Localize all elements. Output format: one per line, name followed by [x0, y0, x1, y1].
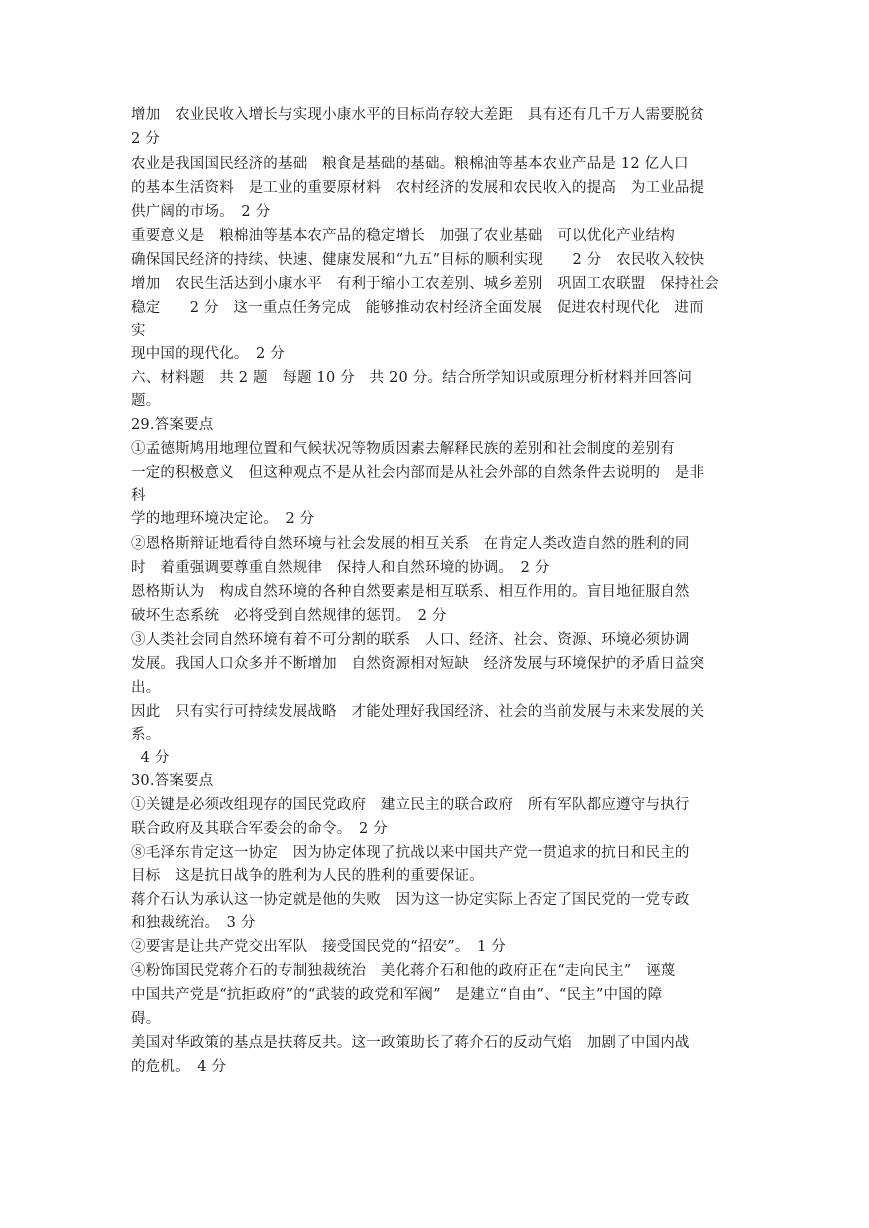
- text-line: 联合政府及其联合军委会的命令。 2 分: [131, 821, 388, 837]
- text-line: 供广阔的市场。 2 分: [131, 204, 271, 220]
- text-line: ②恩格斯辩证地看待自然环境与社会发展的相互关系 在肯定人类改造自然的胜利的同: [131, 536, 690, 552]
- text-line: 发展。我国人口众多并不断增加 自然资源相对短缺 经济发展与环境保护的矛盾日益突: [131, 656, 705, 672]
- section-heading: 29.答案要点: [131, 417, 214, 433]
- text-line: ②要害是让共产党交出军队 接受国民党的“招安”。 1 分: [131, 939, 507, 955]
- text-line: 的危机。 4 分: [131, 1059, 227, 1075]
- text-line: 因此 只有实行可持续发展战略 才能处理好我国经济、社会的当前发展与未来发展的关: [131, 704, 705, 720]
- text-line: 出。: [131, 680, 161, 696]
- text-line: 重要意义是 粮棉油等基本农产品的稳定增长 加强了农业基础 可以优化产业结构: [131, 228, 675, 244]
- text-line: 确保国民经济的持续、快速、健康发展和“九五”目标的顺利实现 2 分 农民收入较快: [131, 252, 705, 268]
- text-line: 一定的积极意义 但这种观点不是从社会内部而是从社会外部的自然条件去说明的 是非: [131, 465, 705, 481]
- text-line: 增加 农民生活达到小康水平 有利于缩小工农差别、城乡差别 巩固工农联盟 保持社会: [131, 276, 719, 292]
- text-line: 的基本生活资料 是工业的重要原材料 农村经济的发展和农民收入的提高 为工业品提: [131, 180, 705, 196]
- text-line: 破坏生态系统 必将受到自然规律的惩罚。 2 分: [131, 608, 447, 624]
- text-line: 稳定 2 分 这一重点任务完成 能够推动农村经济全面发展 促进农村现代化 进而: [131, 300, 704, 316]
- text-line: ①关键是必须改组现存的国民党政府 建立民主的联合政府 所有军队都应遵守与执行: [131, 797, 690, 813]
- text-line: ①孟德斯鸠用地理位置和气候状况等物质因素去解释民族的差别和社会制度的差别有: [131, 441, 675, 457]
- text-line: 系。: [131, 727, 161, 743]
- text-line: 农业是我国国民经济的基础 粮食是基础的基础。粮棉油等基本农业产品是 12 亿人口: [131, 156, 689, 172]
- text-line: 2 分: [131, 131, 160, 147]
- text-line: 现中国的现代化。 2 分: [131, 346, 285, 362]
- text-line: 六、材料题 共 2 题 每题 10 分 共 20 分。结合所学知识或原理分析材料并回答问: [131, 370, 693, 386]
- section-heading: 30.答案要点: [131, 773, 214, 789]
- text-line: ③人类社会同自然环境有着不可分割的联系 人口、经济、社会、资源、环境必须协调: [131, 632, 690, 648]
- text-line: 目标 这是抗日战争的胜利为人民的胜利的重要保证。: [131, 868, 484, 884]
- text-line: 恩格斯认为 构成自然环境的各种自然要素是相互联系、相互作用的。盲目地征服自然: [131, 584, 690, 600]
- text-line: 实: [131, 323, 146, 339]
- text-line: 科: [131, 488, 146, 504]
- text-line: 学的地理环境决定论。 2 分: [131, 511, 315, 527]
- text-line: ⑧毛泽东肯定这一协定 因为协定体现了抗战以来中国共产党一贯追求的抗日和民主的: [131, 845, 690, 861]
- text-line: ④粉饰国民党蒋介石的专制独裁统治 美化蒋介石和他的政府正在“走向民主” 诬蔑: [131, 963, 676, 979]
- text-line: 4 分: [131, 750, 170, 766]
- text-line: 美国对华政策的基点是扶蒋反共。这一政策助长了蒋介石的反动气焰 加剧了中国内战: [131, 1035, 690, 1051]
- text-line: 增加 农业民收入增长与实现小康水平的目标尚存较大差距 具有还有几千万人需要脱贫: [131, 107, 705, 123]
- text-line: 时 着重强调要尊重自然规律 保持人和自然环境的协调。 2 分: [131, 560, 550, 576]
- text-line: 蒋介石认为承认这一协定就是他的失败 因为这一协定实际上否定了国民党的一党专政: [131, 892, 690, 908]
- text-line: 和独裁统治。 3 分: [131, 915, 256, 931]
- text-line: 题。: [131, 393, 161, 409]
- text-line: 碍。: [131, 1011, 161, 1027]
- text-line: 中国共产党是“抗拒政府”的“武装的政党和军阀” 是建立“自由”、“民主”中国的障: [131, 987, 663, 1003]
